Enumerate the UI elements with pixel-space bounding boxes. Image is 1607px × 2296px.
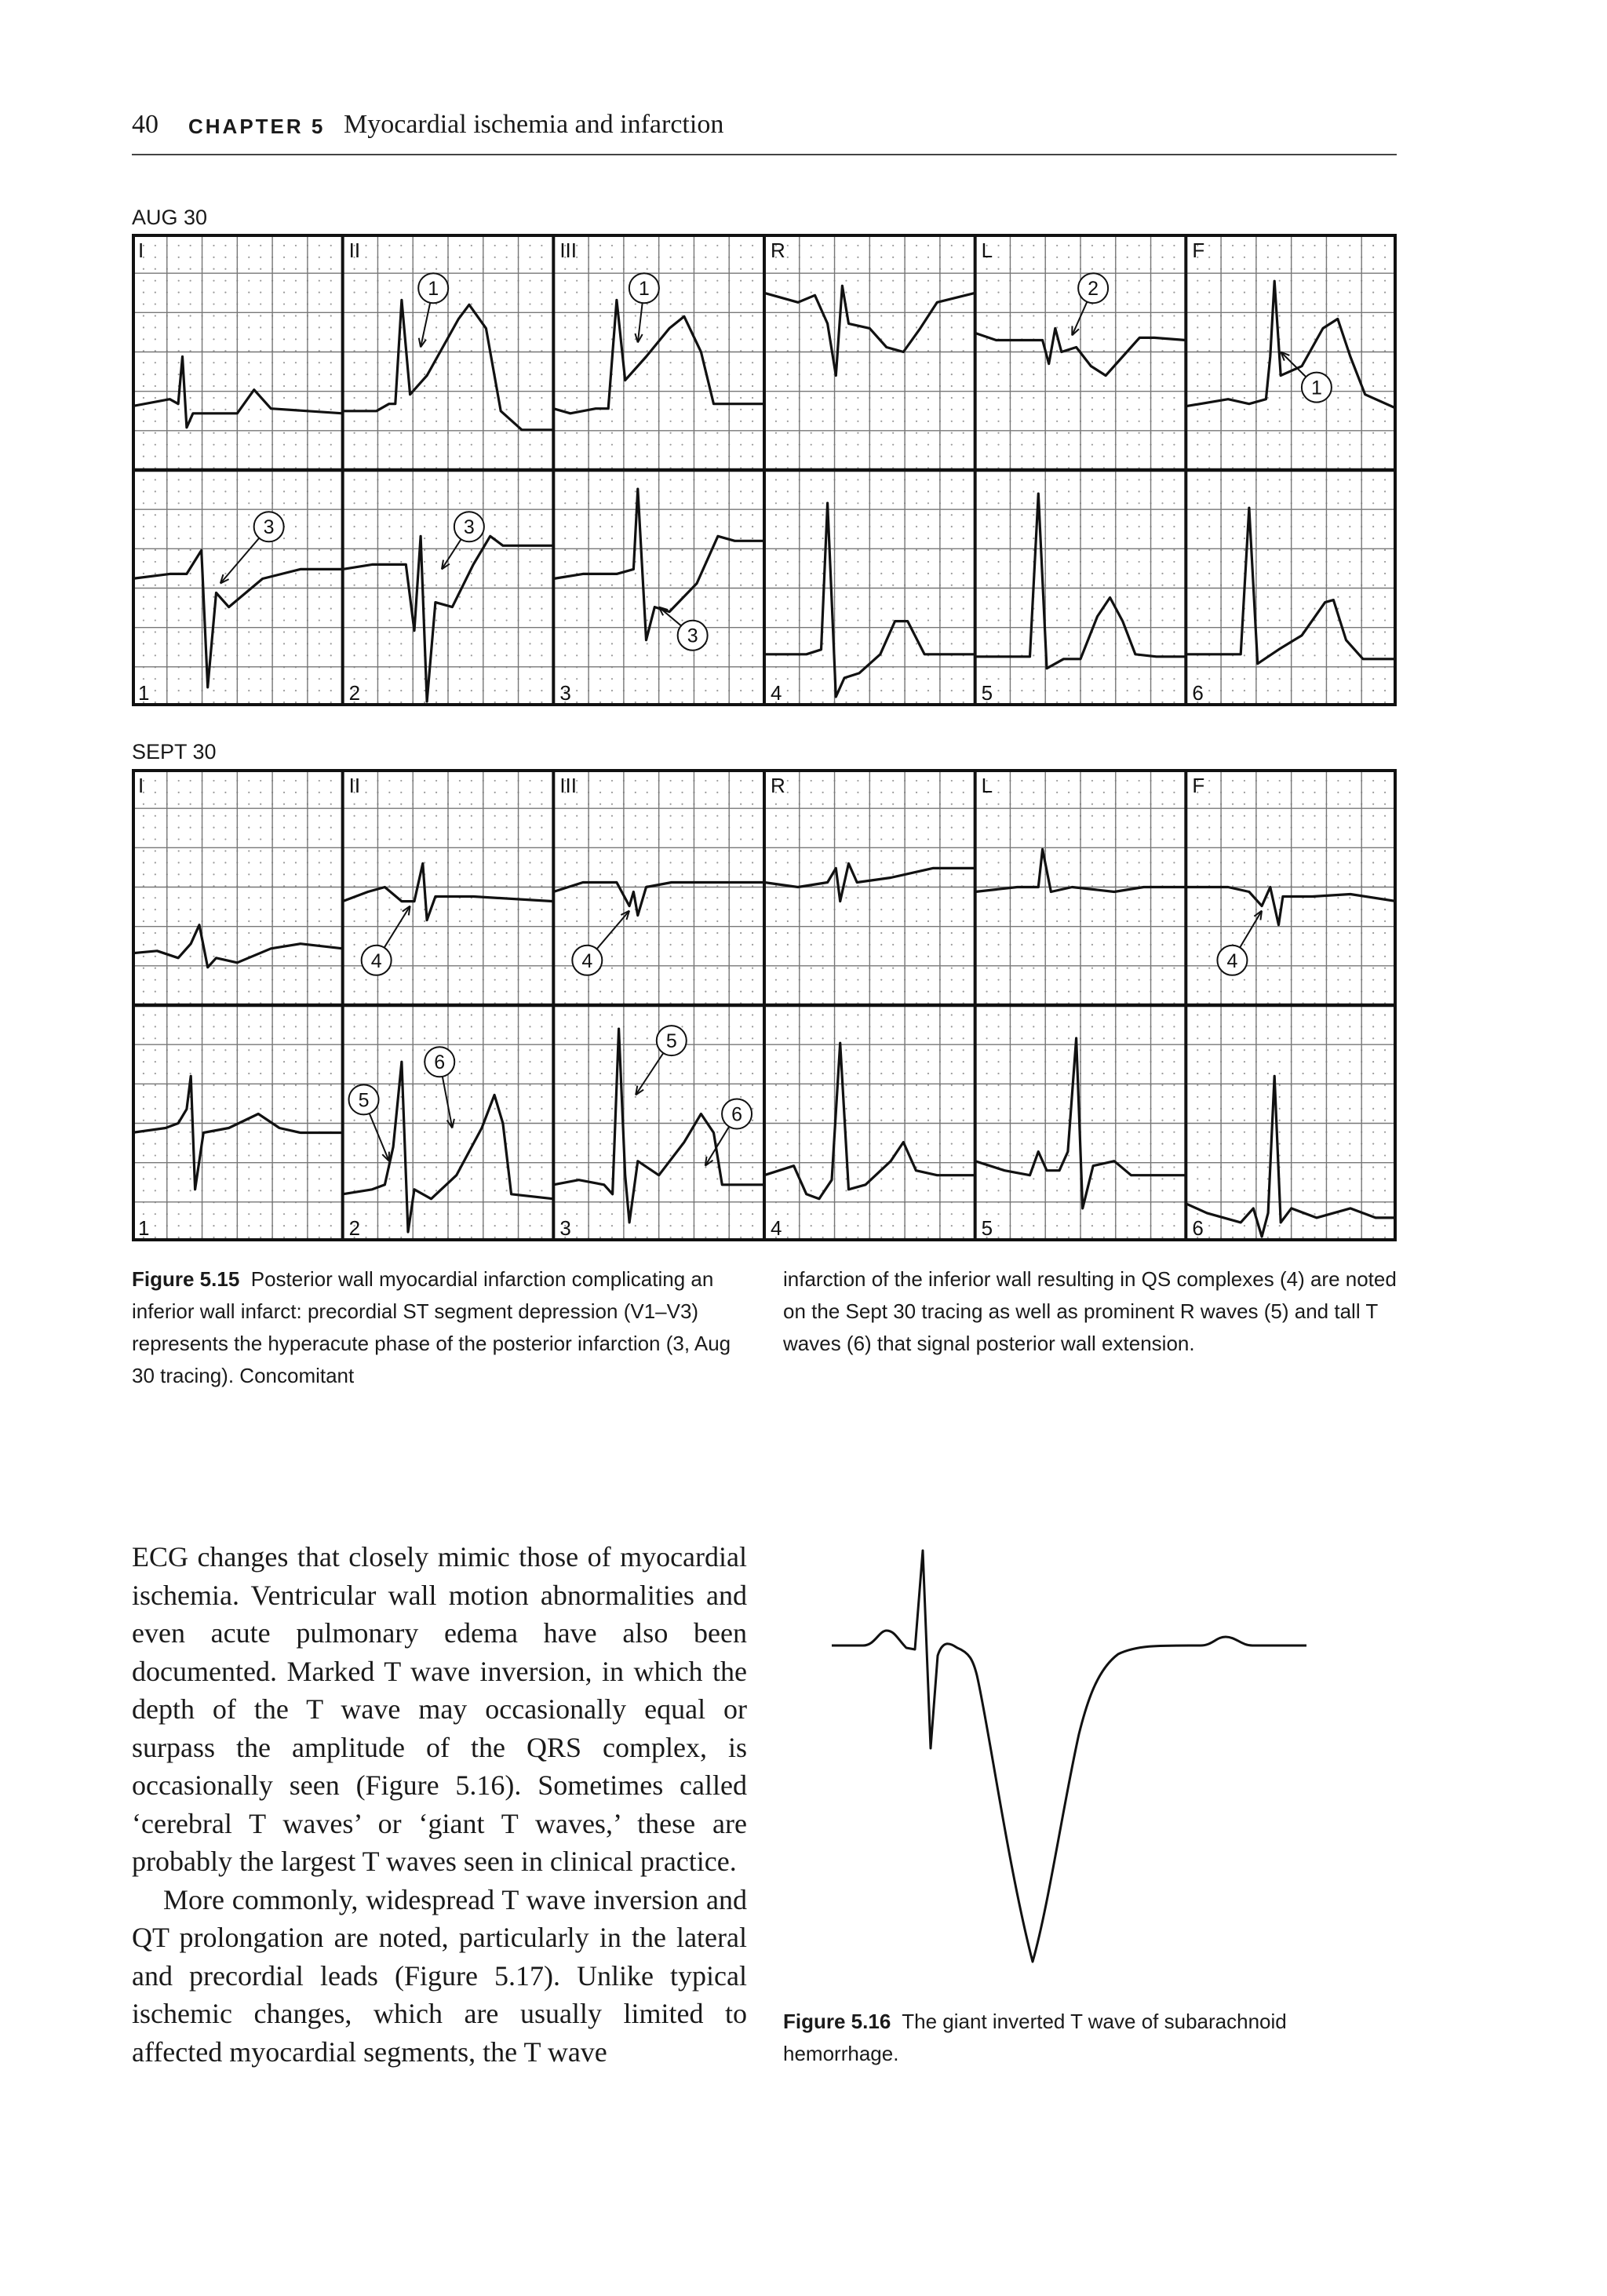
panel-date-sept30: SEPT 30 [132,740,217,764]
marker-number: 1 [1310,377,1322,399]
figure-5-15-caption-continued: infarction of the inferior wall resulting in QS complexes (4) are noted on the Sept 30 tracing as well as prominent R waves (5) and tall T waves (6) that signal posterior wall extension. [783,1267,1397,1355]
lead-label: II [348,239,361,262]
lead-label: II [348,774,361,797]
lead-label: III [559,239,578,262]
precordial-lead-label: 1 [138,681,150,705]
ecg-grid [132,234,1397,706]
body-text [132,1538,747,2071]
marker-number: 1 [638,278,650,301]
figure-5-16-caption-text: The giant inverted T wave of subarachnoid hemorrhage. [783,2010,1287,2065]
ecg-marker [636,1026,687,1095]
marker-number: 6 [434,1051,446,1074]
ecg-marker [425,1047,454,1128]
precordial-lead-label: 6 [1192,681,1204,705]
figure-5-15-caption-right [783,1263,1403,1360]
precordial-lead-label: 4 [771,1216,782,1240]
lead-label: R [771,774,785,797]
ecg-marker [629,273,659,342]
giant-inverted-t-wave [832,1551,1306,1962]
precordial-lead-label: 1 [138,1216,150,1240]
lead-label: L [981,774,993,797]
precordial-lead-label: 5 [981,681,993,705]
lead-label: F [1192,774,1205,797]
figure-5-16-caption [783,2006,1403,2070]
chapter-label: CHAPTER 5 [188,115,326,138]
marker-number: 3 [687,625,698,647]
body-paragraph-1: ECG changes that closely mimic those of myocardial ischemia. Ventricular wall motion abnormalities and even acute pulmonary edema have also been documented. Marked T wave inversion, in which the depth of the T wave may occasionally equal or surpass the amplitude of the QRS complex, is occasionally seen (Figure 5.16). Sometimes called ‘cerebral T waves’ or ‘giant T waves,’ these are probably the largest T waves seen in clinical practice. [132,1541,747,1877]
lead-label: R [771,239,785,262]
lead-label: III [559,774,578,797]
lead-label: F [1192,239,1205,262]
marker-number: 5 [358,1089,370,1112]
marker-number: 5 [665,1030,677,1053]
lead-label: I [138,774,144,797]
precordial-lead-label: 6 [1192,1216,1204,1240]
marker-number: 1 [428,278,439,301]
ecg-marker [418,273,448,347]
ecg-panel-aug30 [132,234,1397,706]
panel-date-aug30: AUG 30 [132,206,208,229]
marker-number: 4 [1226,949,1238,972]
figure-5-15-caption-left [132,1263,752,1392]
lead-label: I [138,239,144,262]
precordial-lead-label: 5 [981,1216,993,1240]
body-paragraph-2: More commonly, widespread T wave inversion and QT prolongation are noted, particularly in the lateral and precordial leads (Figure 5.17). Unlike typical ischemic changes, which are usually limited to affected myocardial segments, the T wave [132,1883,747,2068]
lead-label: L [981,239,993,262]
ecg-grid [132,769,1397,1241]
marker-number: 4 [370,949,382,972]
ecg-marker [659,607,708,651]
figure-5-15-label: Figure 5.15 [132,1267,240,1291]
marker-number: 3 [463,516,475,539]
page-number: 40 [132,110,159,139]
marker-number: 6 [731,1103,743,1126]
precordial-lead-label: 3 [559,1216,571,1240]
figure-5-15-caption-text: Posterior wall myocardial infarction complicating an inferior wall infarct: precordial ST segment depression (V1–V3) represents the hyperacute phase of the posterior infarction (3, Aug 30 tracing). Concomitant [132,1267,731,1387]
ecg-marker [220,512,284,583]
running-header [132,110,1397,155]
figure-5-16-waveform [816,1538,1365,2009]
precordial-lead-label: 3 [559,681,571,705]
chapter-title: Myocardial ischemia and infarction [344,110,724,139]
ecg-marker [362,906,410,975]
ecg-panel-sept30 [132,769,1397,1241]
precordial-lead-label: 2 [348,1216,361,1240]
precordial-lead-label: 4 [771,681,782,705]
precordial-lead-label: 2 [348,681,361,705]
marker-number: 3 [263,516,275,539]
figure-5-16-label: Figure 5.16 [783,2010,891,2033]
marker-number: 2 [1088,278,1099,301]
marker-number: 4 [581,949,593,972]
ecg-marker [1072,273,1108,335]
